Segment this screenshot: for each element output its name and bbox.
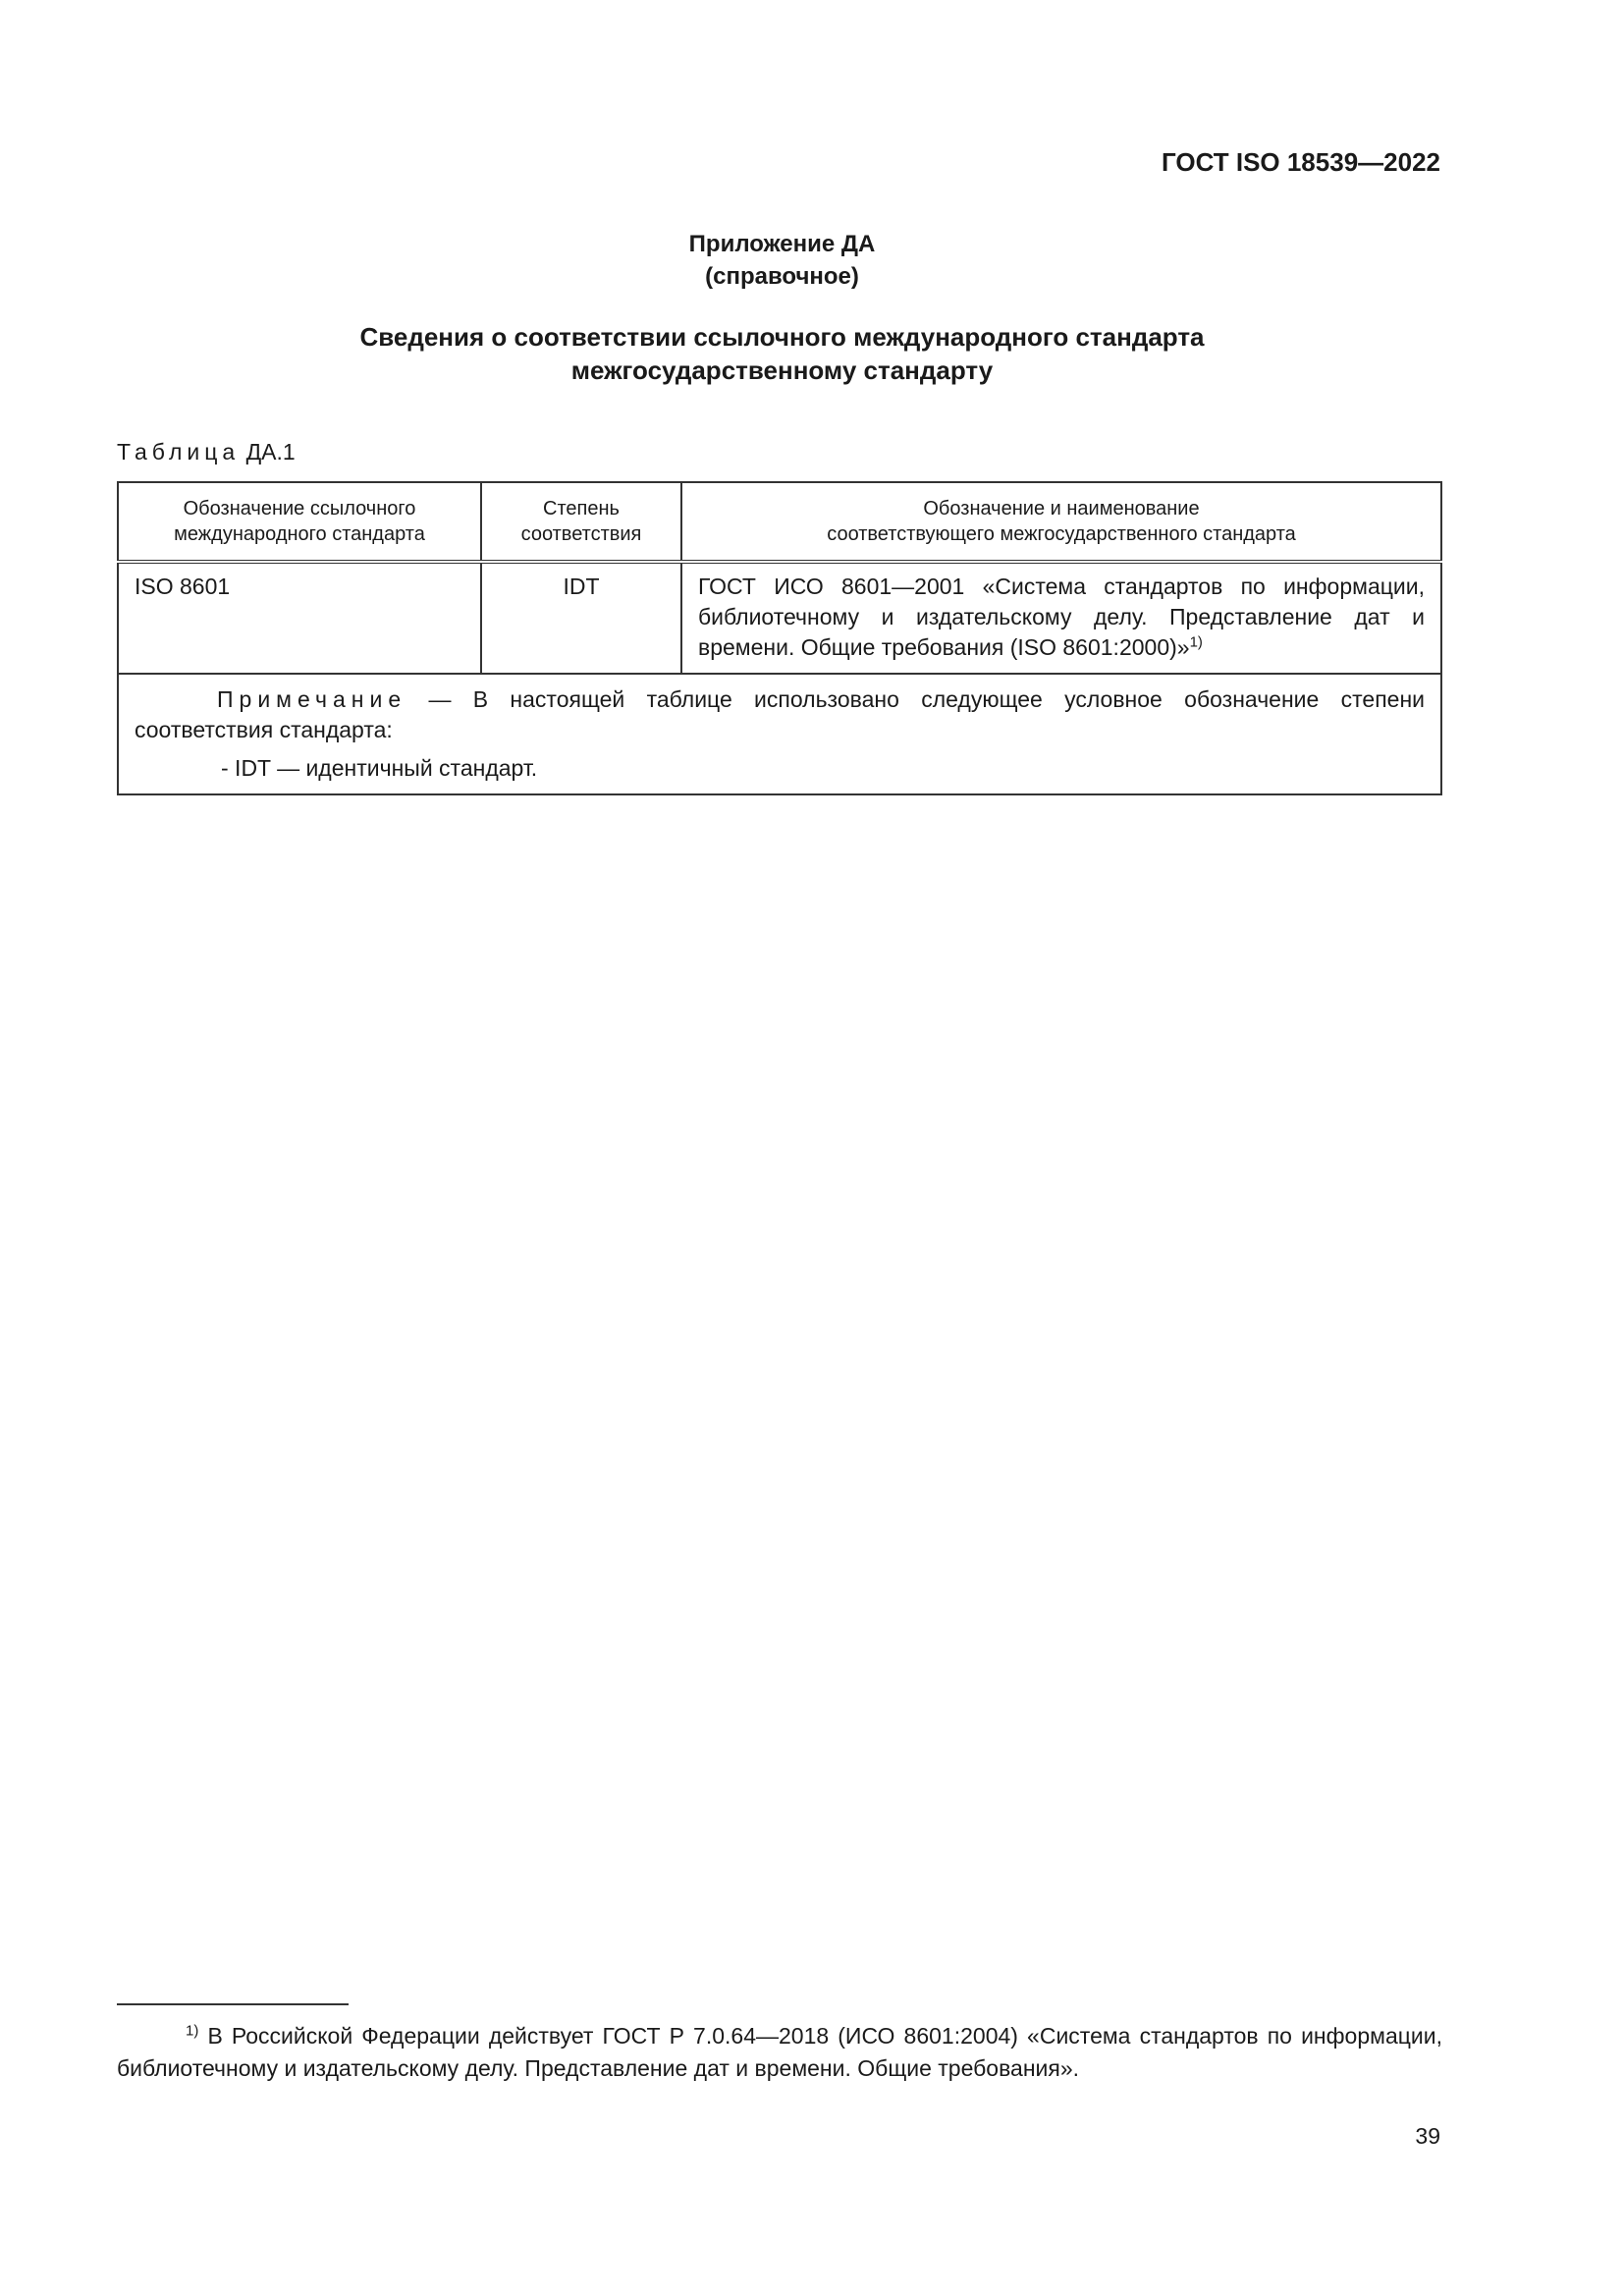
cell-interstate-standard: [681, 562, 1441, 674]
note-text: [135, 684, 1425, 745]
header-col1-line1: Обозначение ссылочного: [183, 498, 416, 519]
header-col3-line2: соответствующего межгосударственного стандарта: [827, 523, 1296, 545]
header-col2-line1: Степень: [543, 498, 620, 519]
note-body: — В настоящей таблице использовано следующее условное обозначение степени соответствия стандарта:: [135, 686, 1425, 742]
header-col1-line2: международного стандарта: [174, 523, 425, 545]
cell-reference: ISO 8601: [118, 562, 481, 674]
header-col3-line1: Обозначение и наименование: [923, 498, 1200, 519]
table-note: [118, 674, 1441, 794]
appendix-name: Приложение ДА: [688, 231, 876, 257]
table-note-row: [118, 674, 1441, 794]
note-list-item: - IDT — идентичный стандарт.: [221, 755, 538, 781]
header-degree: [481, 482, 681, 562]
footnote-mark: 1): [186, 2022, 199, 2040]
footnote-separator: [117, 2003, 349, 2005]
title-line-1: Сведения о соответствии ссылочного международного стандарта: [359, 322, 1205, 352]
header-interstate-standard: [681, 482, 1441, 562]
footnote-text: В Российской Федерации действует ГОСТ Р 7.0.64—2018 (ИСО 8601:2004) «Система стандартов по информации, библиотечному и издательскому делу. Представление дат и времени. Общие требования».: [117, 2023, 1442, 2081]
cell-degree: IDT: [481, 562, 681, 674]
table-label-number: ДА.1: [245, 439, 296, 465]
header-col2-line2: соответствия: [520, 523, 642, 545]
table-header-row: [118, 482, 1441, 562]
title-line-2: межгосударственному стандарту: [570, 355, 994, 385]
note-label: Примечание: [217, 686, 407, 712]
interstate-standard-text: ГОСТ ИСО 8601—2001 «Система стандартов по информации, библиотечному и издательскому делу. Представление дат и времени. Общие требования (ISO 8601:2000)»: [698, 574, 1425, 660]
correspondence-table: [117, 481, 1442, 795]
appendix-title: [0, 320, 1564, 387]
table-row: [118, 562, 1441, 674]
table-label: [117, 439, 296, 465]
appendix-type: (справочное): [705, 263, 859, 290]
table-label-prefix: Таблица: [117, 439, 241, 465]
header-reference-standard: [118, 482, 481, 562]
document-id: ГОСТ ISO 18539—2022: [1161, 147, 1440, 177]
page-number: 39: [1415, 2123, 1440, 2149]
footnote-reference[interactable]: 1): [1189, 633, 1203, 651]
footnote: [117, 2020, 1442, 2085]
appendix-heading: [0, 228, 1564, 293]
